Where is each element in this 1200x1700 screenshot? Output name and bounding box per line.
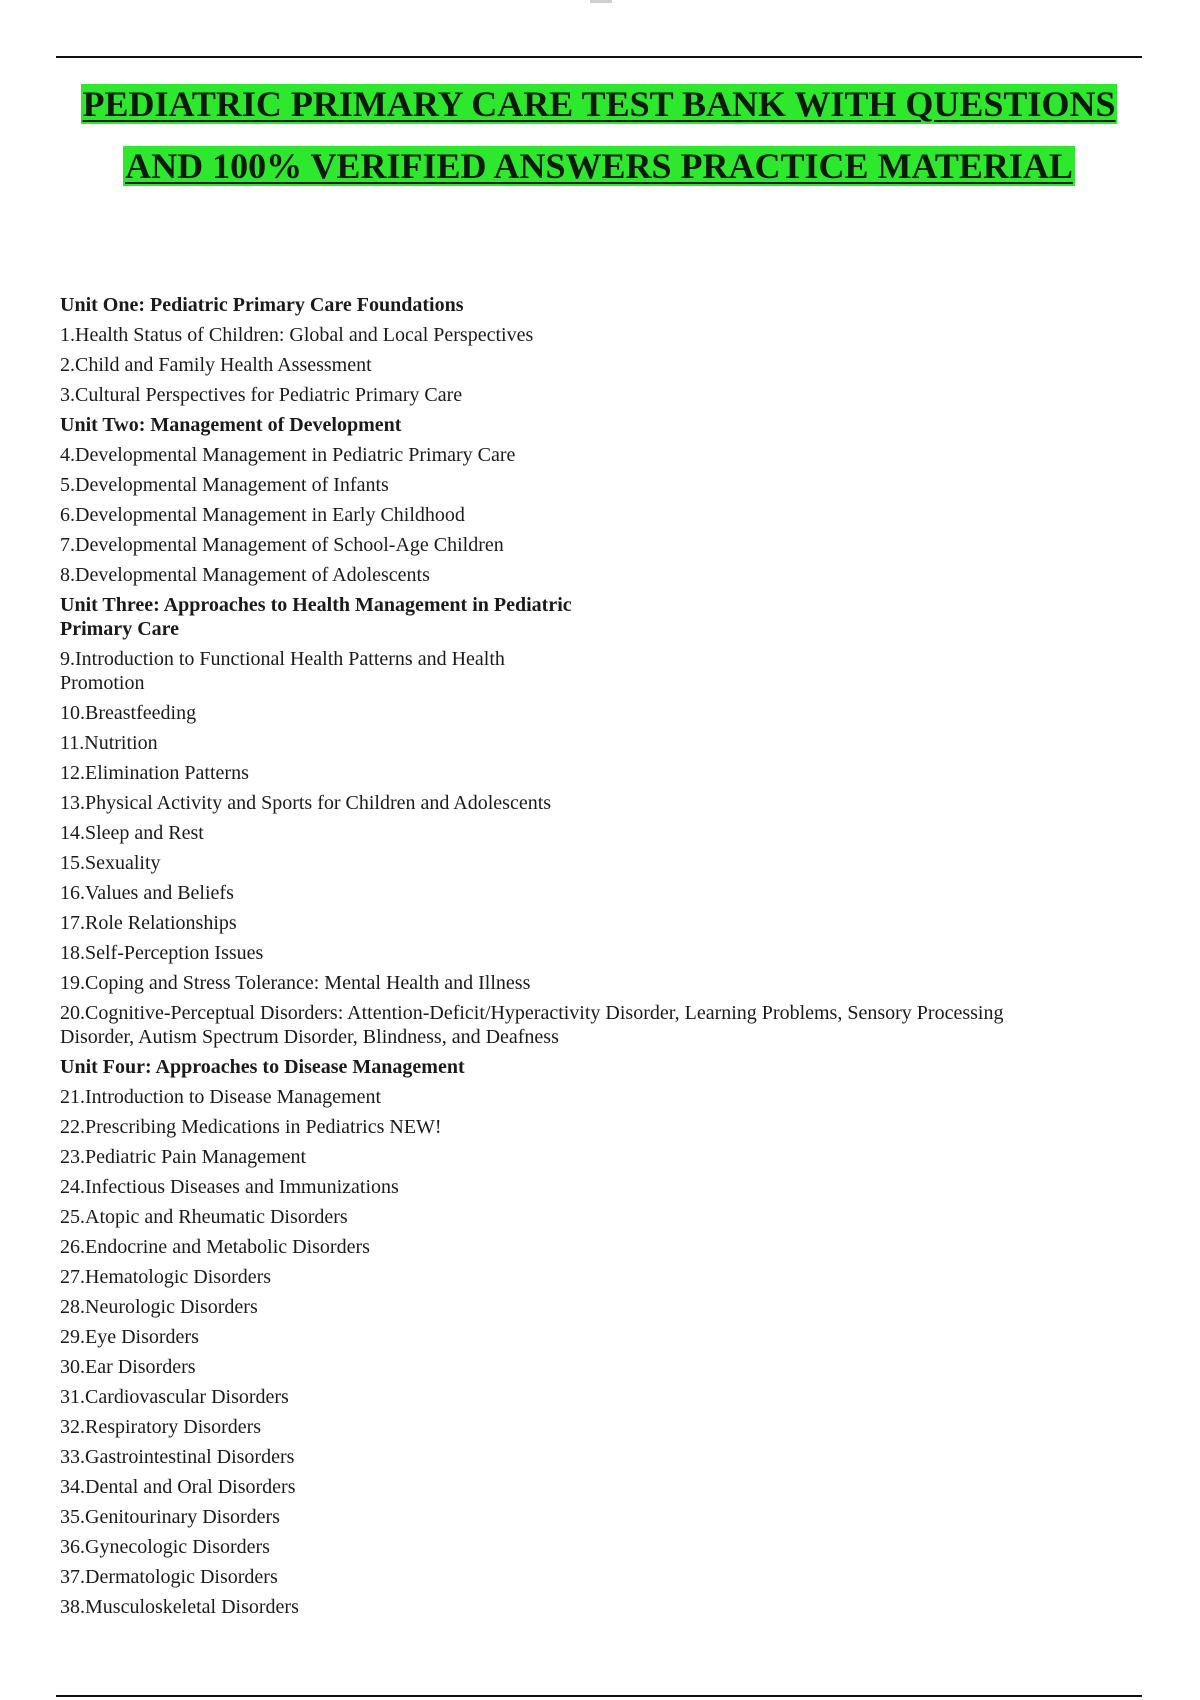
chapter-item: 3.Cultural Perspectives for Pediatric Primary Care — [60, 384, 463, 406]
chapter-item: 37.Dermatologic Disorders — [60, 1566, 278, 1588]
chapter-item: 20.Cognitive-Perceptual Disorders: Attention-Deficit/Hyperactivity Disorder, Learning Problems, Sensory Processing Disorder, Autism Spectrum Disorder, Blindness, and Deafness — [60, 1002, 1004, 1048]
title-row-1 — [56, 84, 1142, 124]
chapter-item: 1.Health Status of Children: Global and Local Perspectives — [60, 324, 534, 346]
chapter-item: 2.Child and Family Health Assessment — [60, 354, 372, 376]
chapter-item: 9.Introduction to Functional Health Patterns and Health Promotion — [60, 648, 505, 694]
chapter-item: 38.Musculoskeletal Disorders — [60, 1596, 299, 1618]
chapter-item: 30.Ear Disorders — [60, 1356, 196, 1378]
title-row-2 — [56, 146, 1142, 186]
chapter-item: 5.Developmental Management of Infants — [60, 474, 389, 496]
chapter-item: 14.Sleep and Rest — [60, 822, 204, 844]
unit-heading: Unit Four: Approaches to Disease Management — [60, 1056, 465, 1078]
chapter-item: 6.Developmental Management in Early Childhood — [60, 504, 465, 526]
chapter-item: 8.Developmental Management of Adolescents — [60, 564, 430, 586]
title-line-1: PEDIATRIC PRIMARY CARE TEST BANK WITH QUESTIONS — [82, 84, 1116, 124]
chapter-item: 32.Respiratory Disorders — [60, 1416, 262, 1438]
chapter-item: 28.Neurologic Disorders — [60, 1296, 258, 1318]
chapter-item: 34.Dental and Oral Disorders — [60, 1476, 296, 1498]
chapter-item: 18.Self-Perception Issues — [60, 942, 264, 964]
chapter-item: 16.Values and Beliefs — [60, 882, 234, 904]
chapter-item: 15.Sexuality — [60, 852, 161, 874]
table-of-contents — [60, 293, 1060, 1625]
document-title — [56, 84, 1142, 186]
chapter-item: 29.Eye Disorders — [60, 1326, 199, 1348]
unit-heading: Unit One: Pediatric Primary Care Foundations — [60, 294, 464, 316]
chapter-item: 27.Hematologic Disorders — [60, 1266, 272, 1288]
chapter-item: 4.Developmental Management in Pediatric Primary Care — [60, 444, 516, 466]
title-line-2: AND 100% VERIFIED ANSWERS PRACTICE MATERIAL — [125, 146, 1073, 186]
chapter-item: 12.Elimination Patterns — [60, 762, 249, 784]
chapter-item: 31.Cardiovascular Disorders — [60, 1386, 289, 1408]
chapter-item: 26.Endocrine and Metabolic Disorders — [60, 1236, 370, 1258]
chapter-item: 11.Nutrition — [60, 732, 158, 754]
chapter-item: 21.Introduction to Disease Management — [60, 1086, 382, 1108]
unit-heading: Unit Three: Approaches to Health Management in Pediatric Primary Care — [60, 594, 572, 640]
footer-rule — [56, 1695, 1142, 1697]
header-rule — [56, 56, 1142, 58]
chapter-item: 25.Atopic and Rheumatic Disorders — [60, 1206, 348, 1228]
chapter-item: 35.Genitourinary Disorders — [60, 1506, 280, 1528]
chapter-item: 23.Pediatric Pain Management — [60, 1146, 307, 1168]
chapter-item: 17.Role Relationships — [60, 912, 237, 934]
chapter-item: 19.Coping and Stress Tolerance: Mental Health and Illness — [60, 972, 531, 994]
chapter-item: 36.Gynecologic Disorders — [60, 1536, 270, 1558]
chapter-item: 33.Gastrointestinal Disorders — [60, 1446, 295, 1468]
chapter-item: 13.Physical Activity and Sports for Children and Adolescents — [60, 792, 552, 814]
chapter-item: 10.Breastfeeding — [60, 702, 197, 724]
page-top-mark — [590, 0, 612, 3]
chapter-item: 22.Prescribing Medications in Pediatrics NEW! — [60, 1116, 442, 1138]
chapter-item: 24.Infectious Diseases and Immunizations — [60, 1176, 399, 1198]
unit-heading: Unit Two: Management of Development — [60, 414, 402, 436]
chapter-item: 7.Developmental Management of School-Age Children — [60, 534, 504, 556]
